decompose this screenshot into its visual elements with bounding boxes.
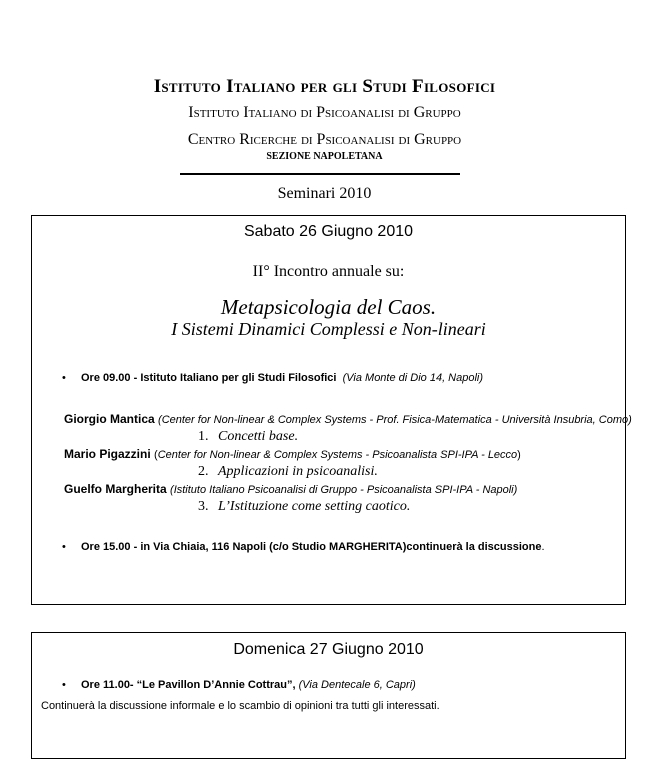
paren-open: ( xyxy=(154,449,158,461)
incontro-line: II° Incontro annuale su: xyxy=(252,263,405,280)
speaker-name: Giorgio Mantica xyxy=(64,412,155,426)
speaker-row xyxy=(64,447,521,461)
speaker-affiliation: (Center for Non-linear & Complex Systems - Prof. Fisica-Matematica - Università Insubria, Como) xyxy=(158,414,632,426)
day1-box xyxy=(31,215,632,605)
bullet-icon: • xyxy=(62,541,66,553)
header-institute-3: Centro Ricerche di Psicoanalisi di Gruppo xyxy=(187,131,462,148)
topic-title: L’Istituzione come setting caotico. xyxy=(218,499,411,514)
speaker-affiliation: (Istituto Italiano Psicoanalisi di Gruppo - Psicoanalista SPI-IPA - Napoli) xyxy=(170,484,518,496)
header-section: SEZIONE NAPOLETANA xyxy=(266,151,383,162)
topic-row xyxy=(198,429,298,445)
topic-number: 1. xyxy=(198,429,209,444)
event-subtitle: I Sistemi Dinamici Complessi e Non-lineari xyxy=(171,319,486,339)
session-morning-time: Ore 09.00 - Istituto Italiano per gli Studi Filosofici xyxy=(81,372,337,384)
header-divider xyxy=(180,173,460,175)
session-morning-address: (Via Monte di Dio 14, Napoli) xyxy=(342,372,484,384)
day2-box xyxy=(31,632,626,759)
bullet-icon: • xyxy=(62,679,66,691)
speaker-affiliation xyxy=(154,449,521,461)
topic-number: 2. xyxy=(198,464,209,479)
topic-title: Applicazioni in psicoanalisi. xyxy=(218,464,378,479)
topic-number: 3. xyxy=(198,499,209,514)
closing-note: Continuerà la discussione informale e lo scambio di opinioni tra tutti gli interessati. xyxy=(41,700,440,712)
header-institute-2: Istituto Italiano di Psicoanalisi di Gruppo xyxy=(188,104,461,121)
speaker-name: Guelfo Margherita xyxy=(64,482,167,496)
day2-date: Domenica 27 Giugno 2010 xyxy=(233,641,424,658)
topic-title: Concetti base. xyxy=(218,429,299,444)
seminari-title: Seminari 2010 xyxy=(277,185,372,202)
bullet-icon: • xyxy=(62,372,66,384)
day1-date: Sabato 26 Giugno 2010 xyxy=(243,223,414,240)
header-institute-1: Istituto Italiano per gli Studi Filosofici xyxy=(153,76,496,97)
event-title: Metapsicologia del Caos. xyxy=(220,295,437,319)
affiliation-text: Center for Non-linear & Complex Systems - Psicoanalista SPI-IPA - Lecco xyxy=(157,449,518,461)
session-afternoon-text: Ore 15.00 - in Via Chiaia, 116 Napoli (c/o Studio MARGHERITA)continuerà la discussione xyxy=(81,541,542,553)
topic-row xyxy=(198,499,410,515)
topic-row xyxy=(198,464,378,480)
paren-close: ) xyxy=(517,449,521,461)
speaker-row xyxy=(64,482,517,496)
session-afternoon-end: . xyxy=(541,541,545,553)
session-day2-time: Ore 11.00- “Le Pavillon D’Annie Cottrau”, xyxy=(81,679,296,691)
speaker-name: Mario Pigazzini xyxy=(64,447,151,461)
speaker-row xyxy=(64,412,632,426)
session-day2-address: (Via Dentecale 6, Capri) xyxy=(298,679,416,691)
